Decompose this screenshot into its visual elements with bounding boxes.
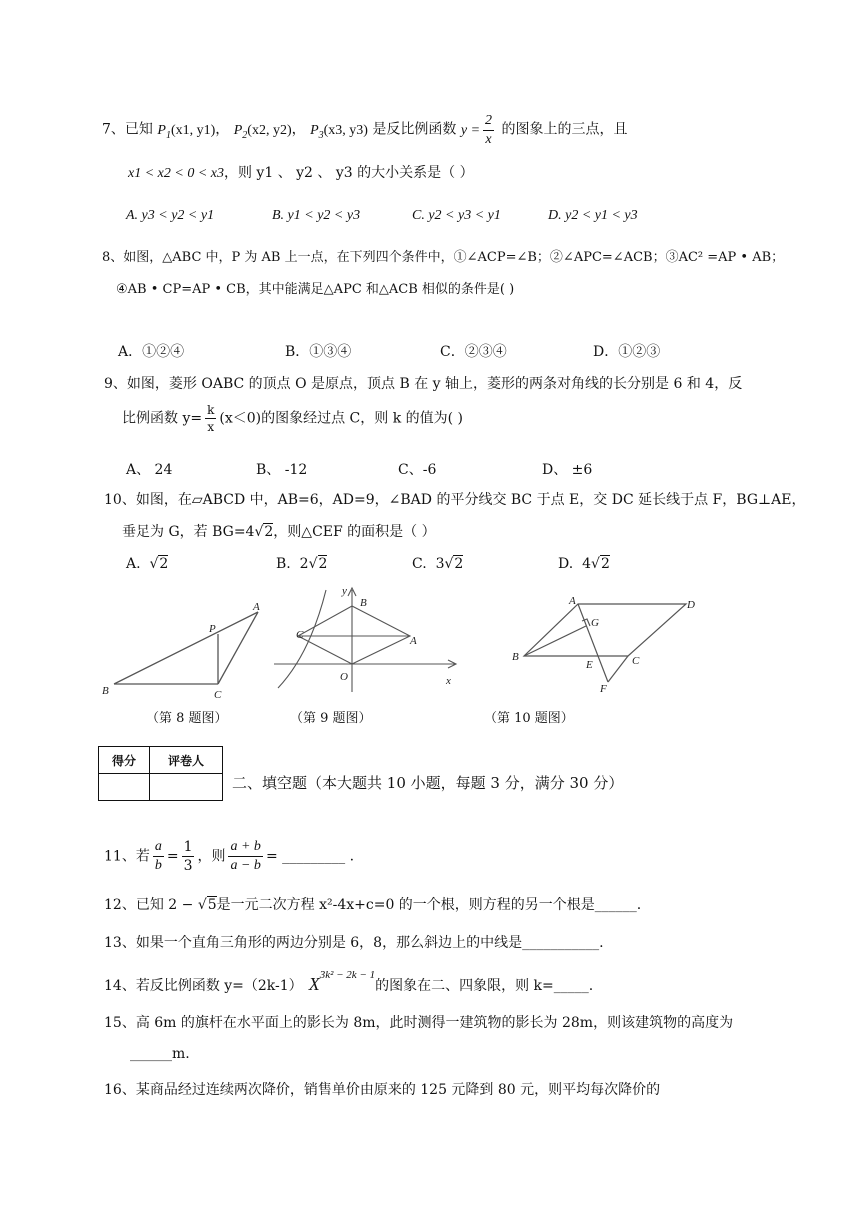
q7-option-d: D. y2 < y1 < y3 xyxy=(548,208,638,223)
fig9-label-c: C xyxy=(296,629,304,641)
figure-10 xyxy=(506,592,706,696)
q8-option-c: C．②③④ xyxy=(440,344,507,360)
fig10-caption: （第 10 题图） xyxy=(484,711,574,726)
fig10-label-d: D xyxy=(687,599,695,611)
q8-option-d: D．①②③ xyxy=(593,344,661,360)
score-cell xyxy=(99,774,150,801)
figure-8 xyxy=(96,596,266,700)
q15-line1: 15、高 6m 的旗杆在水平面上的影长为 8m，此时测得一建筑物的影长为 28m，则该建筑物的高度为 xyxy=(104,1015,734,1031)
q7-line2 xyxy=(128,162,474,182)
q13: 13、如果一个直角三角形的两边分别是 6，8，那么斜边上的中线是___________. xyxy=(104,935,604,951)
fig9-caption: （第 9 题图） xyxy=(290,711,372,726)
q8-line2: ④AB • CP=AP • CB，其中能满足△APC 和△ACB 相似的条件是( ) xyxy=(116,282,515,297)
q8-option-a: A．①②④ xyxy=(118,344,185,360)
q7-p2: $P_2(x2$, y2) xyxy=(233,122,292,141)
q7-option-b: B. y1 < y2 < y3 xyxy=(272,208,361,223)
q11: 11、若 $\frac{a}{b}$ = $\frac{1}{3}$ ，则 $\frac{a + b}{a - b}$ = _________ . xyxy=(104,839,355,874)
q7-func: y = $\frac{2}{x}$ xyxy=(460,113,493,147)
fig8-label-c: C xyxy=(214,689,222,700)
q9-line2: 比例函数 y= $\frac{k}{x}$ (x＜0)的图象经过点 C，则 k 的值为( ) xyxy=(122,403,464,434)
grader-header: 评卷人 xyxy=(150,747,223,774)
fig8-label-p: P xyxy=(209,623,216,635)
grader-cell xyxy=(150,774,223,801)
q9-option-a: A、 24 xyxy=(126,462,173,478)
q9-line1: 9、如图，菱形 OABC 的顶点 O 是原点，顶点 B 在 y 轴上，菱形的两条对角线的长分别是 6 和 4，反 xyxy=(104,376,743,392)
section-2-title: 二、填空题（本大题共 10 小题，每题 3 分，满分 30 分） xyxy=(232,774,624,792)
q10-option-b: B. 2√2 xyxy=(276,556,328,572)
q9-option-d: D、 ±6 xyxy=(542,462,593,478)
q10-option-d: D. 4√2 xyxy=(558,556,610,572)
q14: 14、若反比例函数 y=（2k-1） $X^{3k^2 - 2k - 1}$的图象在二、四象限，则 k=_____. xyxy=(104,969,594,994)
q7-option-a: A. y3 < y2 < y1 xyxy=(126,208,215,223)
q9-option-b: B、 -12 xyxy=(256,462,308,478)
score-header: 得分 xyxy=(99,747,150,774)
q7-tail: 的图象上的三点，且 xyxy=(501,121,628,138)
q7-condition: x1 < x2 < 0 < x3 xyxy=(128,166,224,181)
fig10-label-c: C xyxy=(632,655,640,667)
q8-option-b: B．①③④ xyxy=(285,344,352,360)
q10-option-c: C. 3√2 xyxy=(412,556,464,572)
q7-p3: $P_3(x3$, y3) xyxy=(310,122,368,141)
fig10-label-b: B xyxy=(512,651,519,663)
q10-option-a: A. √2 xyxy=(126,556,169,572)
fig9-label-x: x xyxy=(446,675,451,687)
q12: 12、已知 2 − √5是一元二次方程 x²-4x+c=0 的一个根，则方程的另一个根是______. xyxy=(104,897,642,913)
fig10-label-e: E xyxy=(586,659,593,671)
q7-p1: $P_1(x1$, y1) xyxy=(157,122,216,141)
q9-option-c: C、-6 xyxy=(398,462,437,478)
q8-line1: 8、如图，△ABC 中，P 为 AB 上一点，在下列四个条件中，①∠ACP=∠B；②∠APC=∠ACB；③AC² =AP • AB； xyxy=(102,250,785,265)
q7-line2-tail: ，则 y1 、 y2 、 y3 的大小关系是（ ） xyxy=(223,165,474,181)
fig9-label-b: B xyxy=(360,597,367,609)
q7-mid: 是反比例函数 xyxy=(372,121,457,138)
fig9-label-a: A xyxy=(410,635,417,647)
fig9-label-o: O xyxy=(340,671,348,683)
q7-number: 7、已知 xyxy=(102,121,153,138)
q10-line2: 垂足为 G，若 BG=4√2，则△CEF 的面积是（ ） xyxy=(122,524,436,540)
fig10-label-g: G xyxy=(591,617,599,629)
q15-line2: ______m. xyxy=(130,1046,190,1062)
score-table xyxy=(98,746,223,801)
fig8-label-b: B xyxy=(102,685,109,697)
q16: 16、某商品经过连续两次降价，销售单价由原来的 125 元降到 80 元，则平均每次降价的 xyxy=(104,1082,661,1098)
q10-line1: 10、如图，在▱ABCD 中，AB=6，AD=9，∠BAD 的平分线交 BC 于点 E，交 DC 延长线于点 F，BG⊥AE， xyxy=(104,492,806,508)
fig10-label-f: F xyxy=(600,683,607,695)
q7-line1: 7、已知 $P_1(x1$, y1)， $P_2(x2$, y2)， $P_3(x3$, y3) 是反比例函数 y = $\frac{2}{x}$ 的图象上的三点，且 xyxy=(102,113,628,147)
fig10-label-a: A xyxy=(569,595,576,607)
fig8-caption: （第 8 题图） xyxy=(146,711,228,726)
q7-option-c: C. y2 < y3 < y1 xyxy=(412,208,501,223)
fig9-label-y: y xyxy=(342,585,347,597)
fig8-label-a: A xyxy=(253,601,260,613)
figure-9 xyxy=(270,584,460,696)
